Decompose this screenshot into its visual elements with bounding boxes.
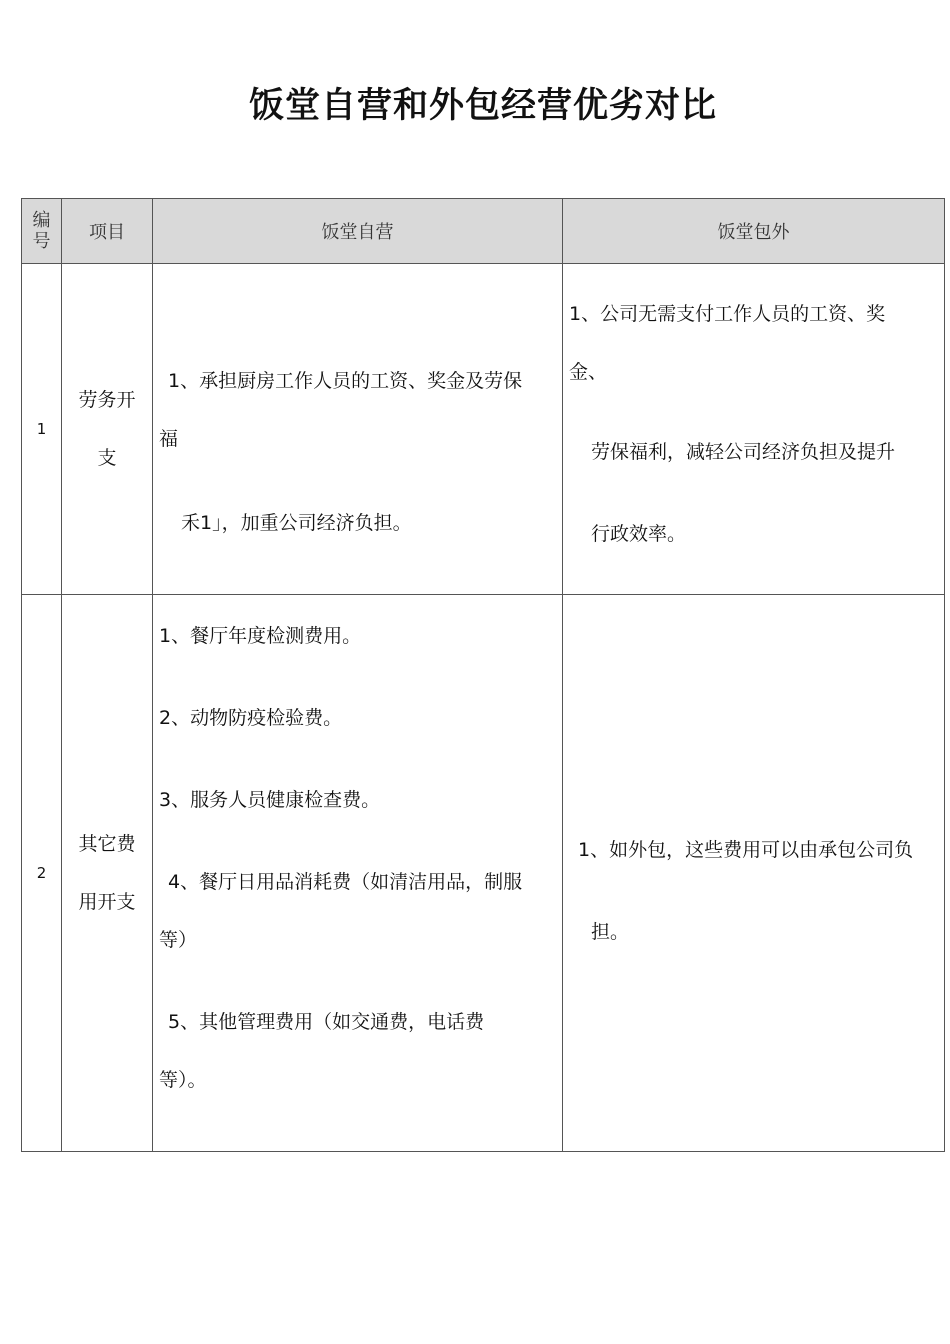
header-self-run: 饭堂自营 xyxy=(153,199,563,264)
outsource-text-line: 金、 xyxy=(569,361,608,383)
self-run-text-line: 5、其他管理费用（如交通费，电话费 xyxy=(168,1011,485,1033)
self-run-text-line: 4、餐厅日用品消耗费（如清洁用品，制服 xyxy=(168,871,523,893)
document-title: 饭堂自营和外包经营优劣对比 xyxy=(248,86,717,126)
row-outsource-cell xyxy=(563,595,945,1152)
outsource-text-line: 1、如外包，这些费用可以由承包公司负 xyxy=(578,839,914,861)
comparison-table xyxy=(21,198,945,1152)
outsource-text-line: 行政效率。 xyxy=(591,523,687,545)
self-run-text-line: 等） xyxy=(159,929,198,951)
self-run-text-line: 禾1」，加重公司经济负担。 xyxy=(181,512,412,534)
outsource-text-line: 担。 xyxy=(591,921,630,943)
row-self-run-cell xyxy=(153,264,563,595)
row-item xyxy=(62,595,153,1152)
row-number: 1 xyxy=(22,264,62,595)
header-item: 项目 xyxy=(62,199,153,264)
self-run-text-line: 等）。 xyxy=(159,1069,207,1091)
header-outsource: 饭堂包外 xyxy=(563,199,945,264)
outsource-text-line: 1、公司无需支付工作人员的工资、奖 xyxy=(569,303,886,325)
self-run-text-line: 2、动物防疫检验费。 xyxy=(159,707,343,729)
table-header-row xyxy=(22,199,945,264)
row-item-line: 其它费 xyxy=(78,833,136,855)
header-number xyxy=(22,199,62,264)
row-item-line: 支 xyxy=(97,447,117,469)
row-outsource-cell xyxy=(563,264,945,595)
header-number-line2: 号 xyxy=(32,231,51,252)
table-row xyxy=(22,264,945,595)
self-run-text-line: 福 xyxy=(159,428,179,450)
self-run-text-line: 1、承担厨房工作人员的工资、奖金及劳保 xyxy=(168,370,523,392)
row-item xyxy=(62,264,153,595)
header-number-line1: 编 xyxy=(32,210,51,231)
row-self-run-cell xyxy=(153,595,563,1152)
row-item-line: 用开支 xyxy=(78,891,136,913)
self-run-text-line: 3、服务人员健康检查费。 xyxy=(159,789,381,811)
row-number: 2 xyxy=(22,595,62,1152)
outsource-text-line: 劳保福利，减轻公司经济负担及提升 xyxy=(591,441,896,463)
self-run-text-line: 1、餐厅年度检测费用。 xyxy=(159,625,362,647)
row-item-line: 劳务开 xyxy=(78,389,136,411)
table-row xyxy=(22,595,945,1152)
